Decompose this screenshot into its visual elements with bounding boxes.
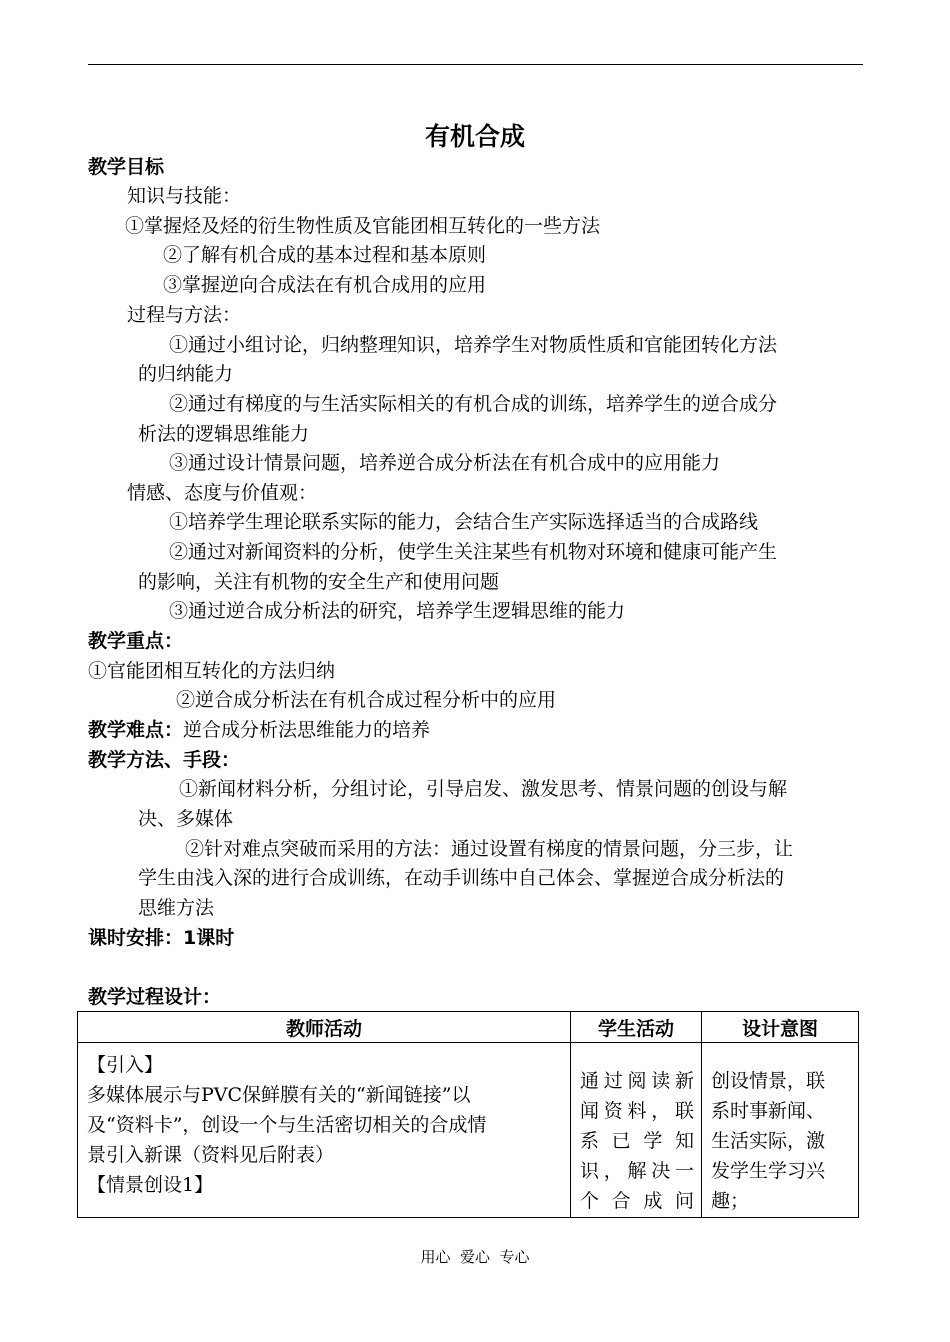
page-footer: 用心 爱心 专心 [420,1248,530,1266]
key-point-2: ②逆合成分析法在有机合成过程分析中的应用 [176,689,557,711]
intent-line: 生活实际，激 [711,1130,826,1152]
student-line: 闻资料，联 [580,1100,694,1122]
student-line: 个合成问 [580,1190,694,1212]
teacher-line: 【引入】 [87,1054,164,1076]
schedule-line: 课时安排：1课时 [88,927,235,949]
student-line: 系已学知 [580,1130,694,1152]
process-design-table [77,1011,859,1218]
process-heading: 过程与方法： [127,304,242,326]
difficulty-text: 逆合成分析法思维能力的培养 [183,719,431,741]
teacher-line: 多媒体展示与PVC保鲜膜有关的“新闻链接”以 [87,1084,471,1106]
process-item-3: ③通过设计情景问题，培养逆合成分析法在有机合成中的应用能力 [169,452,721,474]
teacher-line: 景引入新课（资料见后附表） [87,1144,335,1166]
method-1-line-1: ①新闻材料分析，分组讨论，引导启发、激发思考、情景问题的创设与解 [179,778,788,800]
emotion-item-2-line-1: ②通过对新闻资料的分析，使学生关注某些有机物对环境和健康可能产生 [169,541,778,563]
process-item-2-line-2: 析法的逻辑思维能力 [138,423,310,445]
methods-heading: 教学方法、手段： [88,749,241,771]
emotion-item-2-line-2: 的影响，关注有机物的安全生产和使用问题 [138,571,500,593]
method-2-line-2: 学生由浅入深的进行合成训练，在动手训练中自己体会、掌握逆合成分析法的 [138,867,785,889]
header-rule [88,64,863,65]
table-header-row [78,1012,859,1043]
difficulty-heading: 教学难点： [88,719,184,741]
column-header-student: 学生活动 [571,1012,702,1043]
key-points-heading: 教学重点： [88,630,184,652]
student-activity-cell [571,1043,702,1218]
key-point-1: ①官能团相互转化的方法归纳 [88,660,336,682]
difficulty-line [88,718,430,742]
knowledge-item-2: ②了解有机合成的基本过程和基本原则 [163,244,487,266]
method-1-line-2: 决、多媒体 [138,808,234,830]
process-item-2-line-1: ②通过有梯度的与生活实际相关的有机合成的训练，培养学生的逆合成分 [169,393,778,415]
emotion-heading: 情感、态度与价值观： [127,482,318,504]
process-design-heading: 教学过程设计： [88,986,222,1008]
knowledge-item-1: ①掌握烃及烃的衍生物性质及官能团相互转化的一些方法 [125,215,601,237]
student-line: 识，解决一 [580,1160,694,1182]
student-line: 通过阅读新 [580,1070,694,1092]
teacher-line: 及“资料卡”，创设一个与生活密切相关的合成情 [87,1114,487,1136]
document-title: 有机合成 [424,122,525,151]
process-item-1-line-1: ①通过小组讨论，归纳整理知识，培养学生对物质性质和官能团转化方法 [169,334,778,356]
column-header-intent: 设计意图 [702,1012,859,1043]
intent-line: 系时事新闻、 [711,1100,826,1122]
column-header-teacher: 教师活动 [78,1012,571,1043]
knowledge-heading: 知识与技能： [127,185,242,207]
emotion-item-1: ①培养学生理论联系实际的能力，会结合生产实际选择适当的合成路线 [169,511,759,533]
teacher-line: 【情景创设1】 [87,1174,214,1196]
method-2-line-3: 思维方法 [138,897,215,919]
intent-line: 创设情景，联 [711,1070,826,1092]
method-2-line-1: ②针对难点突破而采用的方法：通过设置有梯度的情景问题，分三步，让 [185,838,794,860]
objectives-heading: 教学目标 [88,156,165,178]
intent-line: 发学生学习兴 [711,1160,826,1182]
process-item-1-line-2: 的归纳能力 [138,363,234,385]
emotion-item-3: ③通过逆合成分析法的研究，培养学生逻辑思维的能力 [169,600,626,622]
design-intent-cell [702,1043,859,1218]
knowledge-item-3: ③掌握逆向合成法在有机合成用的应用 [163,274,487,296]
table-row [78,1043,859,1218]
intent-line: 趣； [711,1190,750,1212]
teacher-activity-cell [78,1043,571,1218]
